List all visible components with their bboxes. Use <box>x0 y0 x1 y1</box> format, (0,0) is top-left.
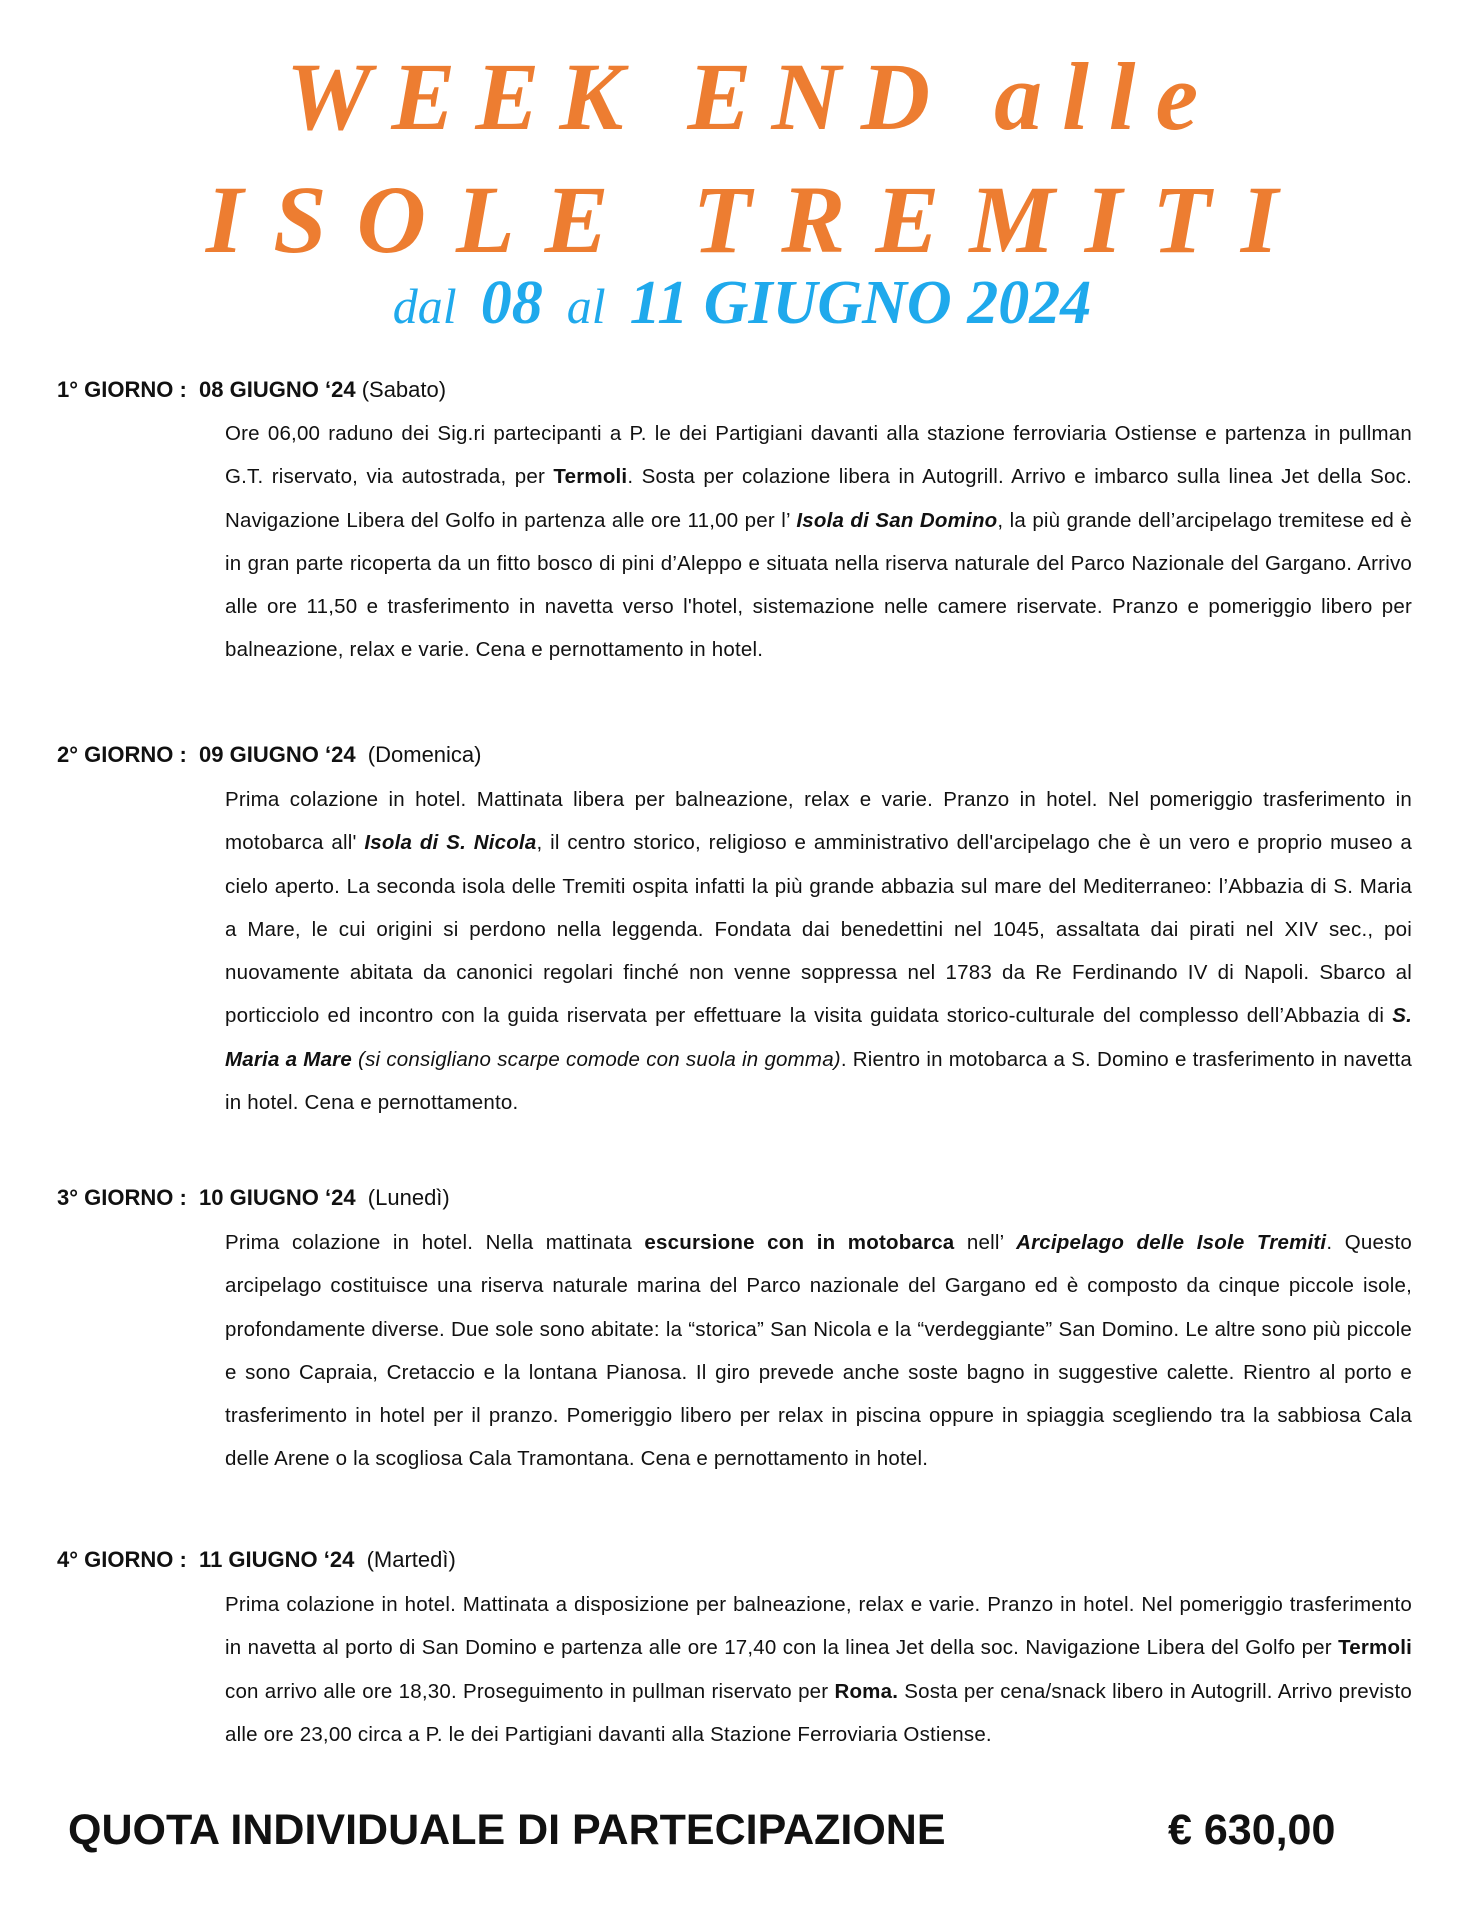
day-label: 4° GIORNO : <box>57 1547 187 1572</box>
day-4-header <box>57 1545 456 1575</box>
title-line-2: ISOLE TREMITI <box>205 166 1309 273</box>
day-date: 08 GIUGNO ‘24 <box>199 377 356 402</box>
date-from-day: 08 <box>480 269 543 337</box>
text: Prima colazione in hotel. Mattinata a disposizione per balneazione, relax e varie. Pranzo in hotel. Nel pomeriggio trasferimento in navetta al porto di San Domino e partenza alle ore 17,40 con la linea Jet della soc. Navigazione Libera del Golfo per <box>225 1593 1412 1660</box>
day-date: 09 GIUGNO ‘24 <box>199 742 356 767</box>
text: . Questo arcipelago costituisce una riserva naturale marina del Parco nazionale del Gargano ed è composto da cinque piccole isole, profondamente diverse. Due sole sono abitate: la “storica” San Nicola e la “verdeggiante” San Domino. Le altre sono più piccole e sono Capraia, Cretaccio e la lontana Pianosa. Il giro prevede anche soste bagno in suggestive calette. Rientro al porto e trasferimento in hotel per il pranzo. Pomeriggio libero per relax in piscina oppure in spiaggia scegliendo tra la sabbiosa Cala delle Arene o la scogliosa Cala Tramontana. Cena e pernottamento in hotel. <box>225 1231 1412 1471</box>
bold-text: Termoli <box>1338 1636 1412 1660</box>
day-1-description <box>225 412 1412 672</box>
day-weekday: (Martedì) <box>366 1547 456 1572</box>
date-from-word: dal <box>392 278 457 334</box>
text: . Rientro in motobarca a S. Domino e trasferimento in navetta in hotel. Cena e pernottamento. <box>225 1047 1412 1115</box>
day-2-description <box>225 778 1412 1124</box>
day-1-header <box>57 375 446 405</box>
text: Prima colazione in hotel. Nella mattinata <box>225 1231 645 1254</box>
price-label: QUOTA INDIVIDUALE DI PARTECIPAZIONE <box>68 1806 946 1854</box>
day-date: 11 GIUGNO ‘24 <box>199 1547 355 1572</box>
day-weekday: (Domenica) <box>367 742 482 767</box>
date-to: 11 GIUGNO 2024 <box>629 269 1092 337</box>
price-line <box>68 1800 1368 1860</box>
day-3-description <box>225 1221 1412 1481</box>
day-label: 1° GIORNO : <box>57 377 187 402</box>
text: nell’ <box>954 1231 1017 1254</box>
text: Prima colazione in hotel. Mattinata libera per balneazione, relax e varie. Pranzo in hotel. Nel pomeriggio trasferimento in motobarca all' <box>225 788 1412 855</box>
date-range <box>0 268 1484 354</box>
day-2-header <box>57 740 482 770</box>
text: con arrivo alle ore 18,30. Proseguimento in pullman riservato per <box>225 1679 835 1703</box>
text: Sosta per cena/snack libero in Autogrill. Arrivo previsto alle ore 23,00 circa a P. le dei Partigiani davanti alla Stazione Ferroviaria Ostiense. <box>225 1679 1412 1746</box>
bold-text: Termoli <box>553 465 628 489</box>
day-weekday: (Lunedì) <box>367 1185 450 1210</box>
text: , il centro storico, religioso e amministrativo dell'arcipelago che è un vero e proprio museo a cielo aperto. La seconda isola delle Tremiti ospita infatti la più grande abbazia sul mare del Mediterraneo: l’Abbazia di S. Maria a Mare, le cui origini si perdono nella leggenda. Fondata dai benedettini nel 1045, assaltata dai pirati nel XIV sec., poi nuovamente abitata da canonici regolari finché non venne soppressa nel 1783 da Re Ferdinando IV di Napoli. Sbarco al porticciolo ed incontro con la guida riservata per effettuare la visita guidata storico-culturale del complesso dell’Abbazia di <box>225 831 1413 1028</box>
bold-italic-text: Isola di San Domino <box>796 508 998 532</box>
day-weekday: (Sabato) <box>361 377 447 402</box>
bold-italic-text: Isola di S. Nicola <box>364 831 537 855</box>
bold-text: Roma. <box>834 1679 899 1703</box>
bold-italic-text: Arcipelago delle Isole Tremiti <box>1016 1231 1327 1254</box>
title-line-1: WEEK END alle <box>285 43 1219 150</box>
day-date: 10 GIUGNO ‘24 <box>199 1185 356 1210</box>
bold-text: escursione con in motobarca <box>644 1231 955 1254</box>
day-label: 3° GIORNO : <box>57 1185 187 1210</box>
date-to-word: al <box>566 278 606 334</box>
bold-italic-text: S. Maria a Mare <box>225 1004 1412 1071</box>
text: . Sosta per colazione libera in Autogrill. Arrivo e imbarco sulla linea Jet della Soc. Navigazione Libera del Golfo in partenza alle ore 11,00 per l’ <box>225 465 1412 532</box>
price-value: € 630,00 <box>1168 1806 1336 1854</box>
day-label: 2° GIORNO : <box>57 742 187 767</box>
text: Ore 06,00 raduno dei Sig.ri partecipanti a P. le dei Partigiani davanti alla stazione ferroviaria Ostiense e partenza in pullman G.T. riservato, via autostrada, per <box>225 422 1412 489</box>
day-3-header <box>57 1183 450 1213</box>
text: , la più grande dell’arcipelago tremitese ed è in gran parte ricoperta da un fitto bosco di pini d’Aleppo e situata nella riserva naturale del Parco Nazionale del Gargano. Arrivo alle ore 11,50 e trasferimento in navetta verso l'hotel, sistemazione nelle camere riservate. Pranzo e pomeriggio libero per balneazione, relax e varie. Cena e pernottamento in hotel. <box>225 508 1412 662</box>
day-4-description <box>225 1583 1412 1756</box>
italic-text: (si consigliano scarpe comode con suola in gomma) <box>358 1047 841 1071</box>
